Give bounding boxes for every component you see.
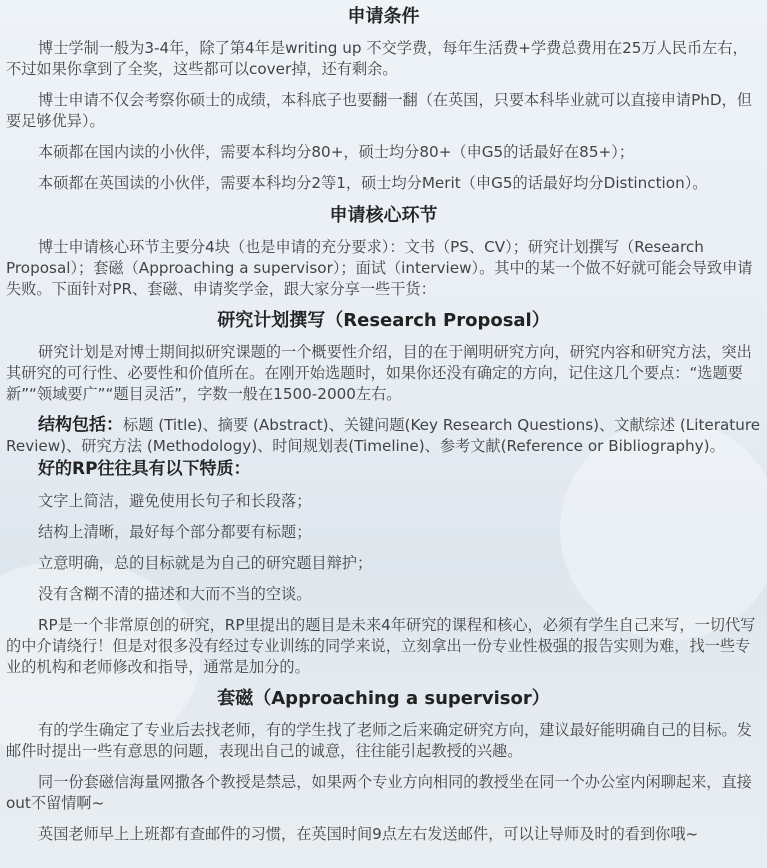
section-title-rp: 研究计划撰写（Research Proposal） xyxy=(217,310,550,331)
paragraph: 有的学生确定了专业后去找老师，有的学生找了老师之后来确定研究方向，建议最好能明确自己的目标。发邮件时提出一些有意思的问题，表现出自己的诚意，往往能引起教授的兴趣。 xyxy=(6,721,752,760)
paragraph: RP是一个非常原创的研究，RP里提出的题目是未来4年研究的课程和核心，必须有学生自己来写，一切代写的中介请绕行！但是对很多没有经过专业训练的同学来说，立刻拿出一份专业性极强的报告实则为难，找一些专业的机构和老师修改和指导，通常是加分的。 xyxy=(6,616,756,676)
paragraph: 博士学制一般为3-4年，除了第4年是writing up 不交学费，每年生活费+学费总费用在25万人民币左右，不过如果你拿到了全奖，这些都可以cover掉，还有剩余。 xyxy=(6,39,748,78)
paragraph: 研究计划是对博士期间拟研究课题的一个概要性介绍，目的在于阐明研究方向，研究内容和研究方法，突出其研究的可行性、必要性和价值所在。在刚开始选题时，如果你还没有确定的方向，记住这几个要点：“选题要新”“领域要广”“题目灵活”，字数一般在1500-2000左右。 xyxy=(6,343,752,403)
trait-item: 立意明确，总的目标就是为自己的研究题目辩护； xyxy=(38,554,373,572)
paragraph: 本硕都在国内读的小伙伴，需要本科均分80+，硕士均分80+（申G5的话最好在85+）； xyxy=(38,143,634,161)
trait-item: 结构上清晰，最好每个部分都要有标题； xyxy=(38,523,312,541)
paragraph: 同一份套磁信海量网撒各个教授是禁忌，如果两个专业方向相同的教授坐在同一个办公室内闲聊起来，直接out不留情啊~ xyxy=(6,773,752,812)
trait-item: 没有含糊不清的描述和大而不当的空谈。 xyxy=(38,585,312,603)
paragraph: 博士申请核心环节主要分4块（也是申请的充分要求）：文书（PS、CV）；研究计划撰写（Research Proposal）；套磁（Approaching a supervisor）；面试（interview）。其中的某一个做不好就可能会导致申请失败。下面针对PR、套磁、申请奖学金，跟大家分享一些干货： xyxy=(6,238,753,298)
traits-heading: 好的RP往往具有以下特质： xyxy=(38,459,251,479)
structure-paragraph xyxy=(6,415,761,457)
structure-label: 结构包括： xyxy=(38,415,123,435)
paragraph: 英国老师早上上班都有查邮件的习惯，在英国时间9点左右发送邮件，可以让导师及时的看到你哦~ xyxy=(38,825,699,843)
section-title-conditions: 申请条件 xyxy=(347,6,420,27)
trait-item: 文字上简洁，避免使用长句子和长段落； xyxy=(38,492,312,510)
section-title-core: 申请核心环节 xyxy=(329,205,438,226)
paragraph: 博士申请不仅会考察你硕士的成绩，本科底子也要翻一翻（在英国，只要本科毕业就可以直接申请PhD，但要足够优异）。 xyxy=(6,91,752,130)
paragraph: 本硕都在英国读的小伙伴，需要本科均分2等1，硕士均分Merit（申G5的话最好均分Distinction）。 xyxy=(38,174,708,192)
section-title-approach: 套磁（Approaching a supervisor） xyxy=(217,688,550,709)
structure-text: 标题 (Title)、摘要 (Abstract)、关键问题(Key Research Questions)、文献综述 (Literature Review)、研究方法 (Methodology)、时间规划表(Timeline)、参考文献(Reference or Bibliography)。 xyxy=(6,416,761,455)
